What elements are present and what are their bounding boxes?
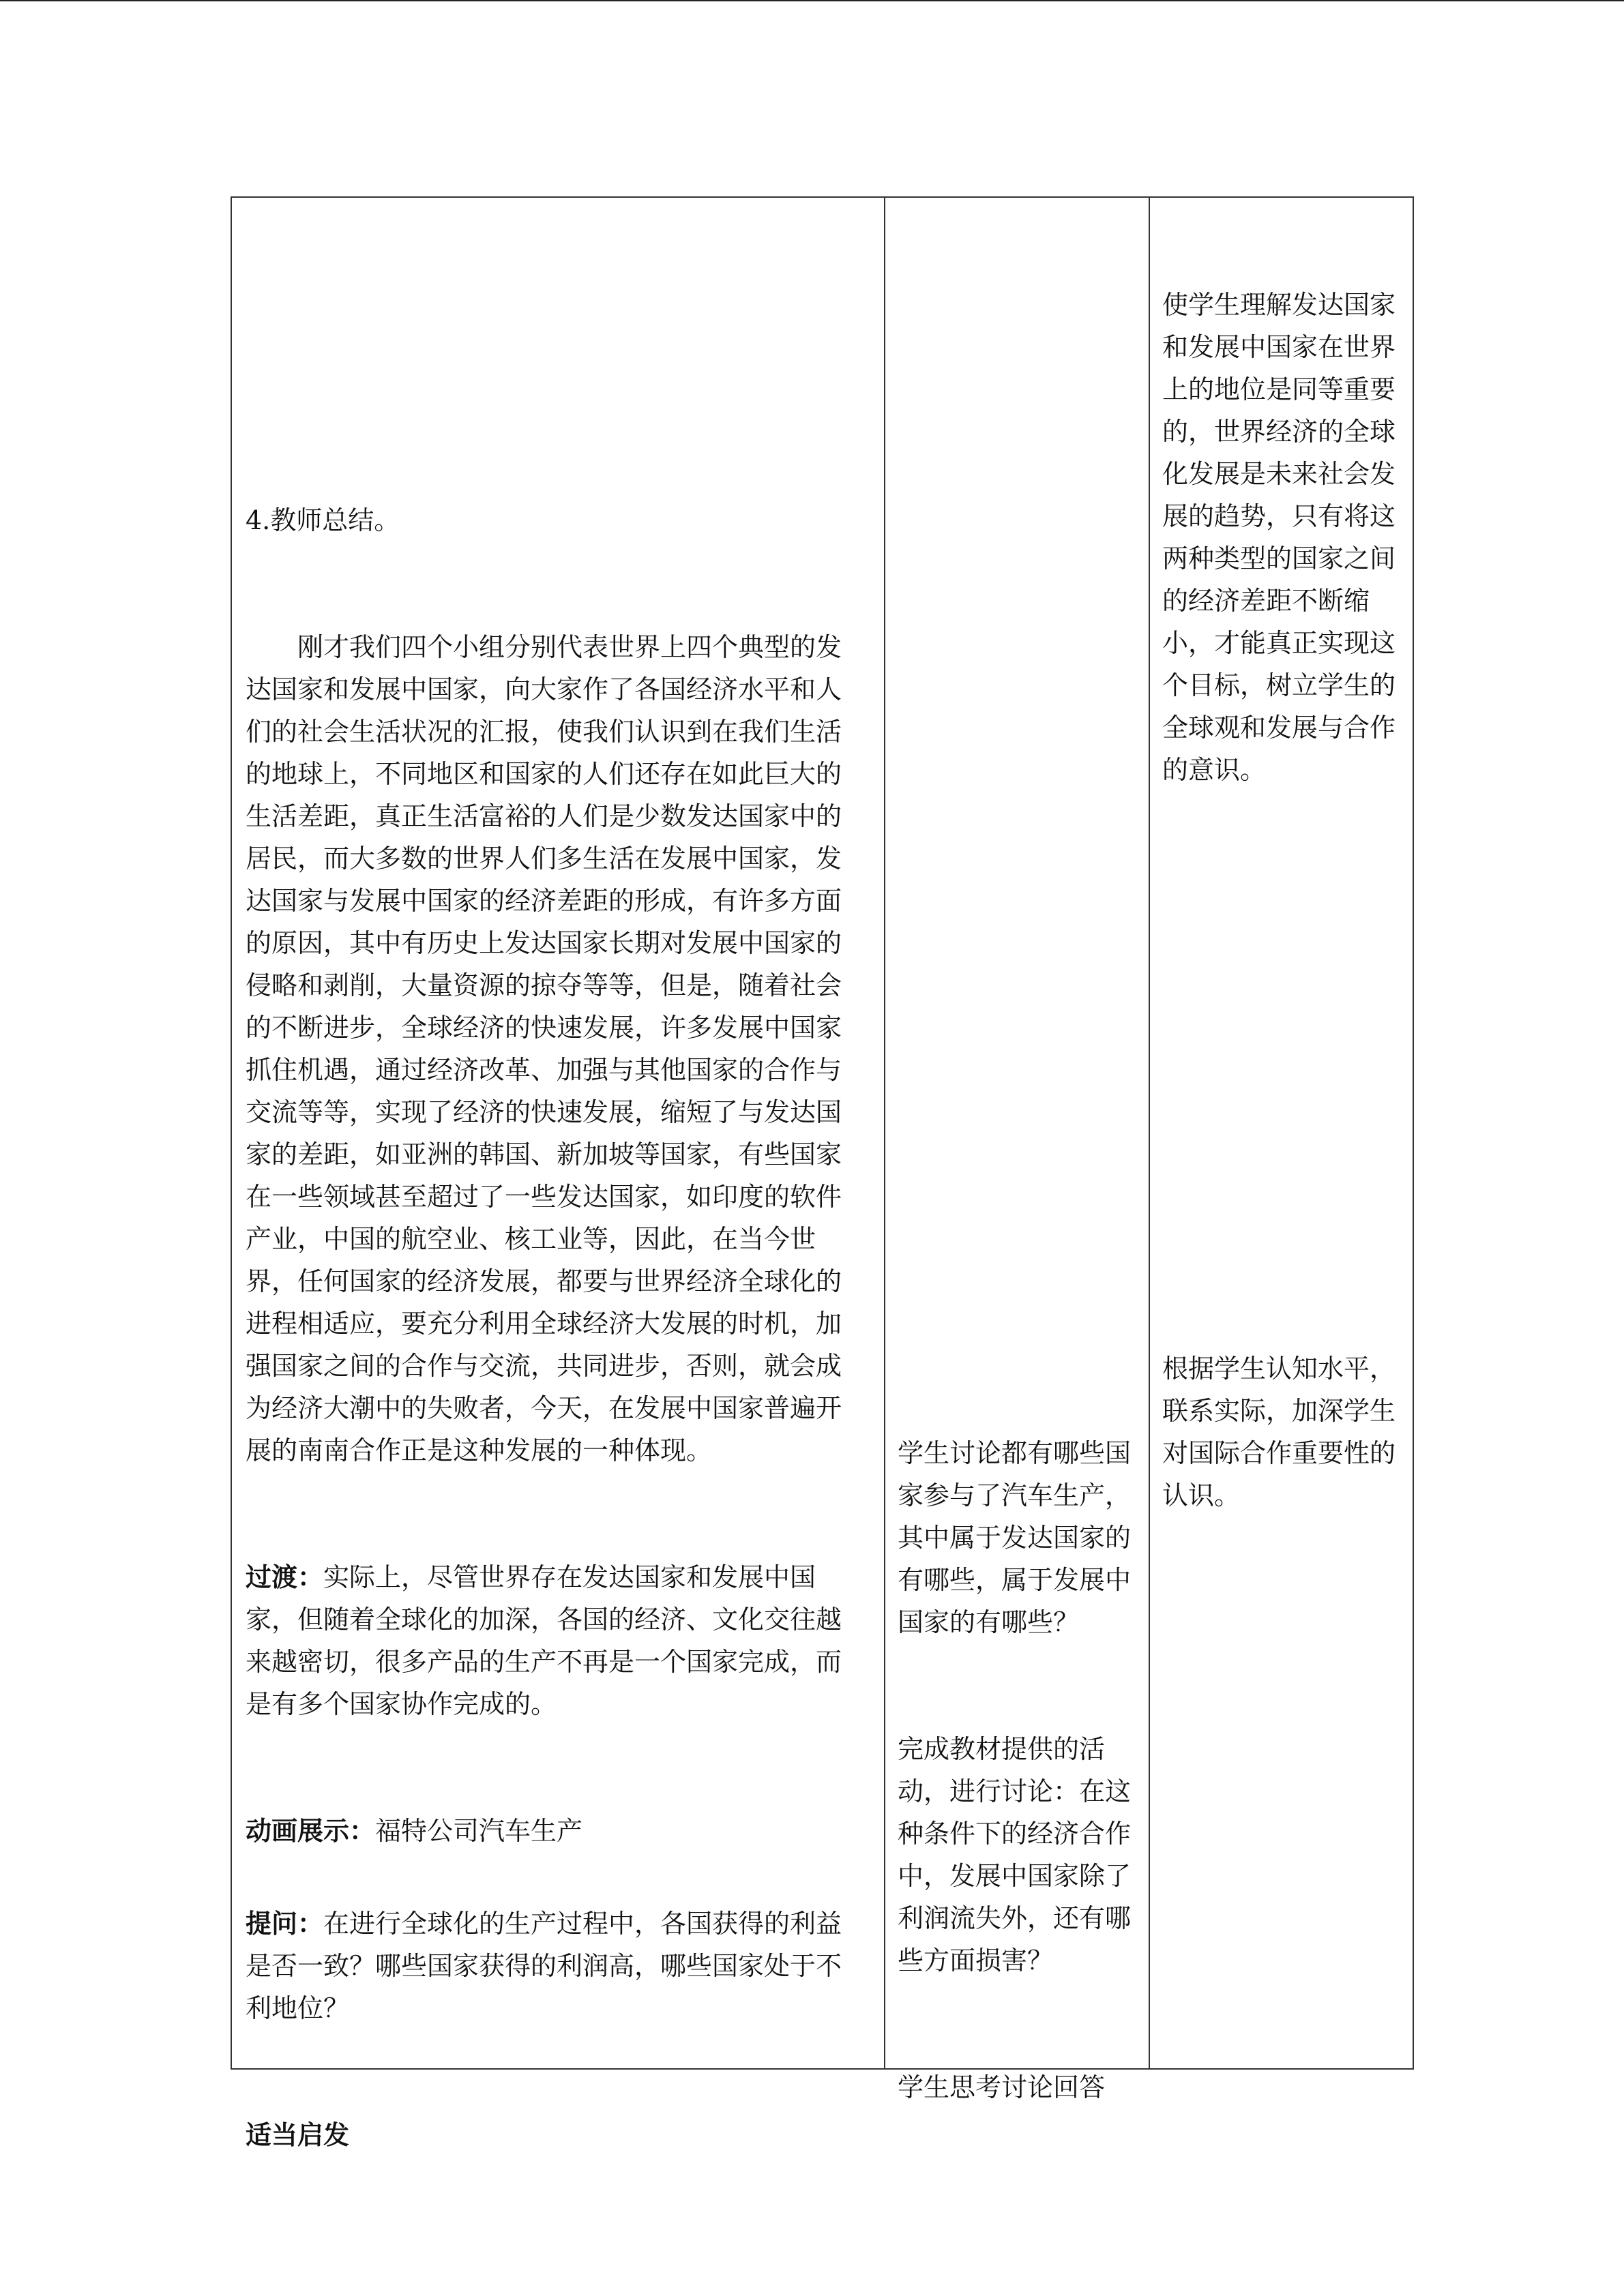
hint-label: 适当启发 <box>246 2119 350 2150</box>
transition-block <box>246 1556 859 1725</box>
question-text: 在进行全球化的生产过程中，各国获得的利益是否一致？哪些国家获得的利润高，哪些国家处于不利地位？ <box>246 1909 842 2023</box>
column-divider-2 <box>1149 198 1150 2068</box>
student-activity-column <box>898 1347 1133 2193</box>
student-discussion-1: 学生讨论都有哪些国家参与了汽车生产，其中属于发达国家的有哪些，属于发展中国家的有哪些？ <box>898 1438 1132 1637</box>
lesson-plan-table <box>231 196 1414 2150</box>
design-intent-2: 根据学生认知水平，联系实际，加深学生对国际合作重要性的认识。 <box>1162 1354 1396 1510</box>
student-discussion-2: 完成教材提供的活动，进行讨论：在这种条件下的经济合作中，发展中国家除了利润流失外，还有哪些方面损害？ <box>898 1734 1132 1976</box>
student-discussion-3: 学生思考讨论回答 <box>898 2072 1106 2102</box>
question-section <box>246 1818 859 2241</box>
animation-text: 福特公司汽车生产 <box>375 1816 583 1846</box>
question-block <box>246 1903 859 2029</box>
transition-text: 实际上，尽管世界存在发达国家和发展中国家，但随着全球化的加深，各国的经济、文化交往越来越密切，很多产品的生产不再是一个国家完成，而是有多个国家协作完成的。 <box>246 1562 842 1719</box>
animation-label: 动画展示： <box>246 1815 376 1846</box>
teacher-activity-column <box>246 415 859 1937</box>
summary-heading: 4.教师总结。 <box>246 505 400 535</box>
transition-label: 过渡： <box>246 1562 324 1592</box>
summary-paragraph: 刚才我们四个小组分别代表世界上四个典型的发达国家和发展中国家，向大家作了各国经济水平和人们的社会生活状况的汇报，使我们认识到在我们生活的地球上，不同地区和国家的人们还存在如此巨大的生活差距，真正生活富裕的人们是少数发达国家中的居民，而大多数的世界人们多生活在发展中国家，发达国家与发展中国家的经济差距的形成，有许多方面的原因，其中有历史上发达国家长期对发展中国家的侵略和剥削，大量资源的掠夺等等，但是，随着社会的不断进步，全球经济的快速发展，许多发展中国家抓住机遇，通过经济改革、加强与其他国家的合作与交流等等，实现了经济的快速发展，缩短了与发达国家的差距，如亚洲的韩国、新加坡等国家，有些国家在一些领域甚至超过了一些发达国家，如印度的软件产业，中国的航空业、核工业等，因此，在当今世界，任何国家的经济发展，都要与世界经济全球化的进程相适应，要充分利用全球经济大发展的时机，加强国家之间的合作与交流，共同进步，否则，就会成为经济大潮中的失败者，今天，在发展中国家普遍开展的南南合作正是这种发展的一种体现。 <box>246 632 842 1465</box>
column-divider-1 <box>884 198 885 2068</box>
design-intent-1: 使学生理解发达国家和发展中国家在世界上的地位是同等重要的，世界经济的全球化发展是未来社会发展的趋势，只有将这两种类型的国家之间的经济差距不断缩小，才能真正实现这个目标，树立学生的全球观和发展与合作的意识。 <box>1162 290 1396 785</box>
question-label: 提问： <box>246 1908 324 1939</box>
page-top-border <box>0 0 1624 1</box>
